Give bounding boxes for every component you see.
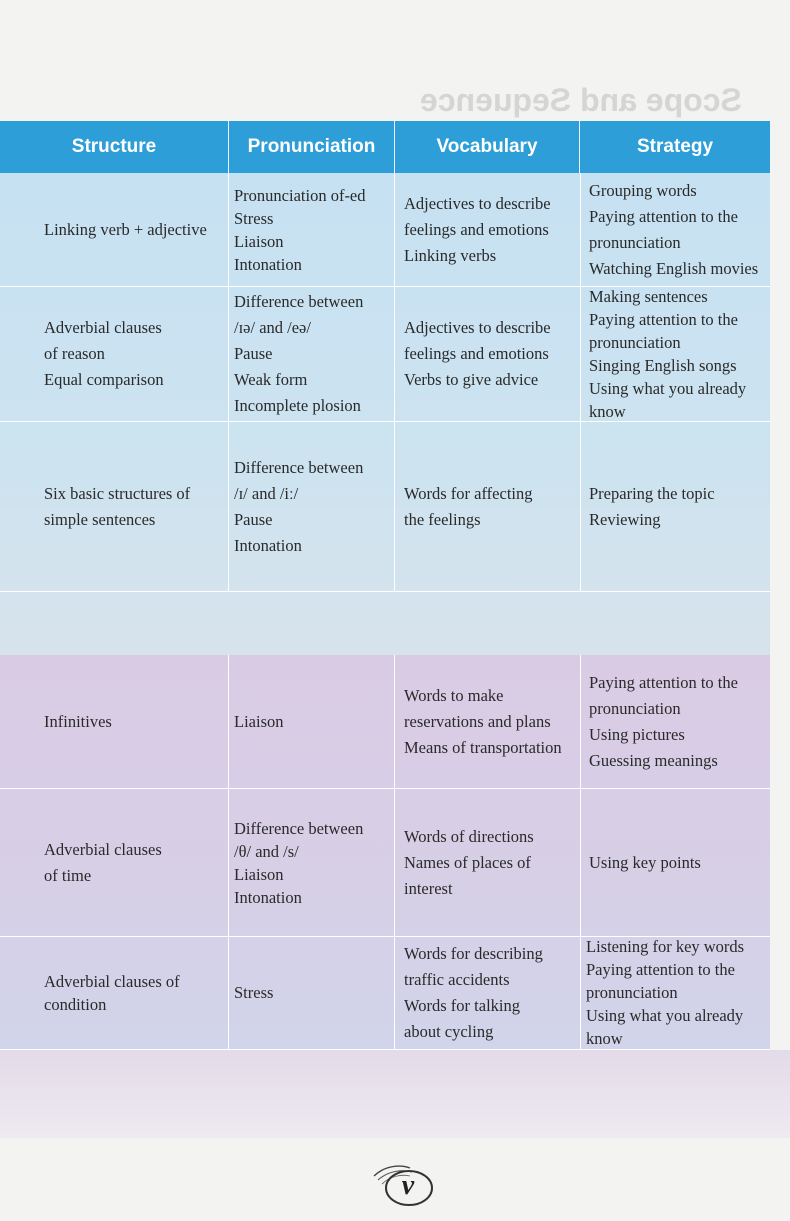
cell-line: Difference between bbox=[234, 457, 364, 477]
row-1-vocabulary bbox=[404, 173, 576, 286]
cell-line: Adverbial clauses bbox=[44, 839, 162, 859]
cell-line: Paying attention to the bbox=[589, 206, 738, 226]
page-number-badge bbox=[370, 1162, 434, 1208]
cell-line: Intonation bbox=[234, 535, 302, 555]
row-5-vocabulary bbox=[404, 789, 576, 936]
cell-line: simple sentences bbox=[44, 509, 156, 529]
row-1-pronunciation bbox=[234, 173, 392, 286]
row-6-vocabulary bbox=[404, 937, 576, 1049]
row-5-structure bbox=[44, 789, 224, 936]
cell-line: Words for talking bbox=[404, 996, 520, 1015]
cell-line: feelings and emotions bbox=[404, 219, 549, 239]
cell-line: Reviewing bbox=[589, 509, 661, 529]
cell-line: Using key points bbox=[589, 852, 701, 872]
cell-line: Liaison bbox=[234, 864, 284, 884]
bleed-through-title: Scope and Sequence bbox=[420, 82, 742, 118]
cell-line: Intonation bbox=[234, 254, 302, 274]
row-divider bbox=[0, 591, 770, 592]
cell-line: about cycling bbox=[404, 1022, 494, 1041]
cell-line: Paying attention to the bbox=[589, 672, 738, 692]
cell-line: Six basic structures of bbox=[44, 483, 191, 503]
cell-line: know bbox=[586, 1028, 623, 1048]
cell-line: Pause bbox=[234, 509, 273, 529]
cell-line: Grouping words bbox=[589, 180, 697, 200]
cell-line: Stress bbox=[234, 208, 274, 228]
cell-line: /θ/ and /s/ bbox=[234, 841, 299, 861]
cell-line: pronunciation bbox=[589, 698, 681, 718]
cell-line: Infinitives bbox=[44, 711, 112, 731]
cell-line: of reason bbox=[44, 344, 105, 363]
row-4-pronunciation bbox=[234, 655, 392, 788]
cell-line: pronunciation bbox=[589, 232, 681, 252]
row-3-vocabulary bbox=[404, 422, 576, 591]
row-3-structure bbox=[44, 422, 224, 591]
cell-line: Intonation bbox=[234, 887, 302, 907]
cell-line: feelings and emotions bbox=[404, 344, 549, 363]
cell-line: /ɪ/ and /iː/ bbox=[234, 483, 299, 503]
cell-line: Preparing the topic bbox=[589, 483, 715, 503]
page-number: v bbox=[401, 1170, 415, 1201]
column-divider bbox=[228, 655, 229, 1050]
cell-line: Difference between bbox=[234, 818, 364, 838]
row-6-pronunciation bbox=[234, 937, 392, 1049]
cell-line: Using what you already bbox=[586, 1005, 744, 1025]
cell-line: Liaison bbox=[234, 711, 284, 731]
cell-line: Adverbial clauses bbox=[44, 318, 162, 337]
cell-line: Paying attention to the bbox=[586, 959, 735, 979]
cell-line: Using pictures bbox=[589, 724, 685, 744]
page-bottom-band bbox=[0, 1050, 790, 1138]
column-divider bbox=[394, 655, 395, 1050]
cell-line: pronunciation bbox=[589, 333, 681, 352]
row-2-pronunciation bbox=[234, 287, 392, 421]
cell-line: Difference between bbox=[234, 292, 364, 311]
cell-line: Incomplete plosion bbox=[234, 396, 361, 415]
row-6-structure bbox=[44, 937, 224, 1049]
cell-line: Words for describing bbox=[404, 944, 543, 963]
column-divider bbox=[394, 173, 395, 591]
header-pronunciation: Pronunciation bbox=[247, 136, 376, 157]
row-4-structure bbox=[44, 655, 224, 788]
cell-line: Using what you already bbox=[589, 379, 747, 398]
cell-line: the feelings bbox=[404, 509, 481, 529]
table-header bbox=[0, 121, 770, 173]
cell-line: of time bbox=[44, 865, 92, 885]
cell-line: Liaison bbox=[234, 231, 284, 251]
cell-line: Singing English songs bbox=[589, 356, 737, 375]
cell-line: know bbox=[589, 402, 626, 421]
cell-line: Making sentences bbox=[589, 287, 708, 306]
cell-line: reservations and plans bbox=[404, 711, 551, 731]
row-6-strategy bbox=[586, 933, 768, 1051]
cell-line: Equal comparison bbox=[44, 370, 164, 389]
cell-line: Pronunciation of-ed bbox=[234, 185, 366, 205]
cell-line: Watching English movies bbox=[589, 258, 759, 278]
cell-line: /ɪə/ and /eə/ bbox=[234, 318, 311, 337]
row-5-pronunciation bbox=[234, 789, 392, 936]
header-strategy: Strategy bbox=[636, 136, 714, 157]
cell-line: Pause bbox=[234, 344, 273, 363]
cell-line: Words for affecting bbox=[404, 483, 533, 503]
cell-line: Verbs to give advice bbox=[404, 370, 539, 389]
header-structure: Structure bbox=[71, 136, 157, 157]
row-2-vocabulary bbox=[404, 287, 576, 421]
cell-line: Adverbial clauses of bbox=[44, 972, 180, 991]
cell-line: condition bbox=[44, 995, 107, 1014]
cell-line: Linking verbs bbox=[404, 245, 497, 265]
cell-line: Listening for key words bbox=[586, 936, 745, 956]
cell-line: Guessing meanings bbox=[589, 750, 718, 770]
column-divider bbox=[228, 173, 229, 591]
row-5-strategy bbox=[589, 789, 767, 936]
row-4-strategy bbox=[589, 655, 767, 788]
cell-line: Adjectives to describe bbox=[404, 318, 551, 337]
cell-line: Linking verb + adjective bbox=[44, 219, 207, 239]
column-divider bbox=[580, 655, 581, 1050]
column-divider bbox=[580, 173, 581, 591]
row-4-vocabulary bbox=[404, 655, 576, 788]
row-3-strategy bbox=[589, 422, 767, 591]
cell-line: Stress bbox=[234, 983, 274, 1002]
row-3-pronunciation bbox=[234, 422, 392, 591]
cell-line: Adjectives to describe bbox=[404, 193, 551, 213]
cell-line: Words of directions bbox=[404, 826, 534, 846]
cell-line: pronunciation bbox=[586, 982, 678, 1002]
cell-line: Words to make bbox=[404, 685, 504, 705]
cell-line: Weak form bbox=[234, 370, 308, 389]
cell-line: Names of places of bbox=[404, 852, 531, 872]
header-vocabulary: Vocabulary bbox=[436, 136, 538, 157]
cell-line: traffic accidents bbox=[404, 970, 510, 989]
cell-line: interest bbox=[404, 878, 453, 898]
cell-line: Means of transportation bbox=[404, 737, 562, 757]
row-2-structure bbox=[44, 287, 224, 421]
cell-line: Paying attention to the bbox=[589, 310, 738, 329]
row-1-strategy bbox=[589, 173, 767, 286]
row-1-structure bbox=[44, 173, 224, 286]
row-2-strategy bbox=[589, 284, 767, 424]
